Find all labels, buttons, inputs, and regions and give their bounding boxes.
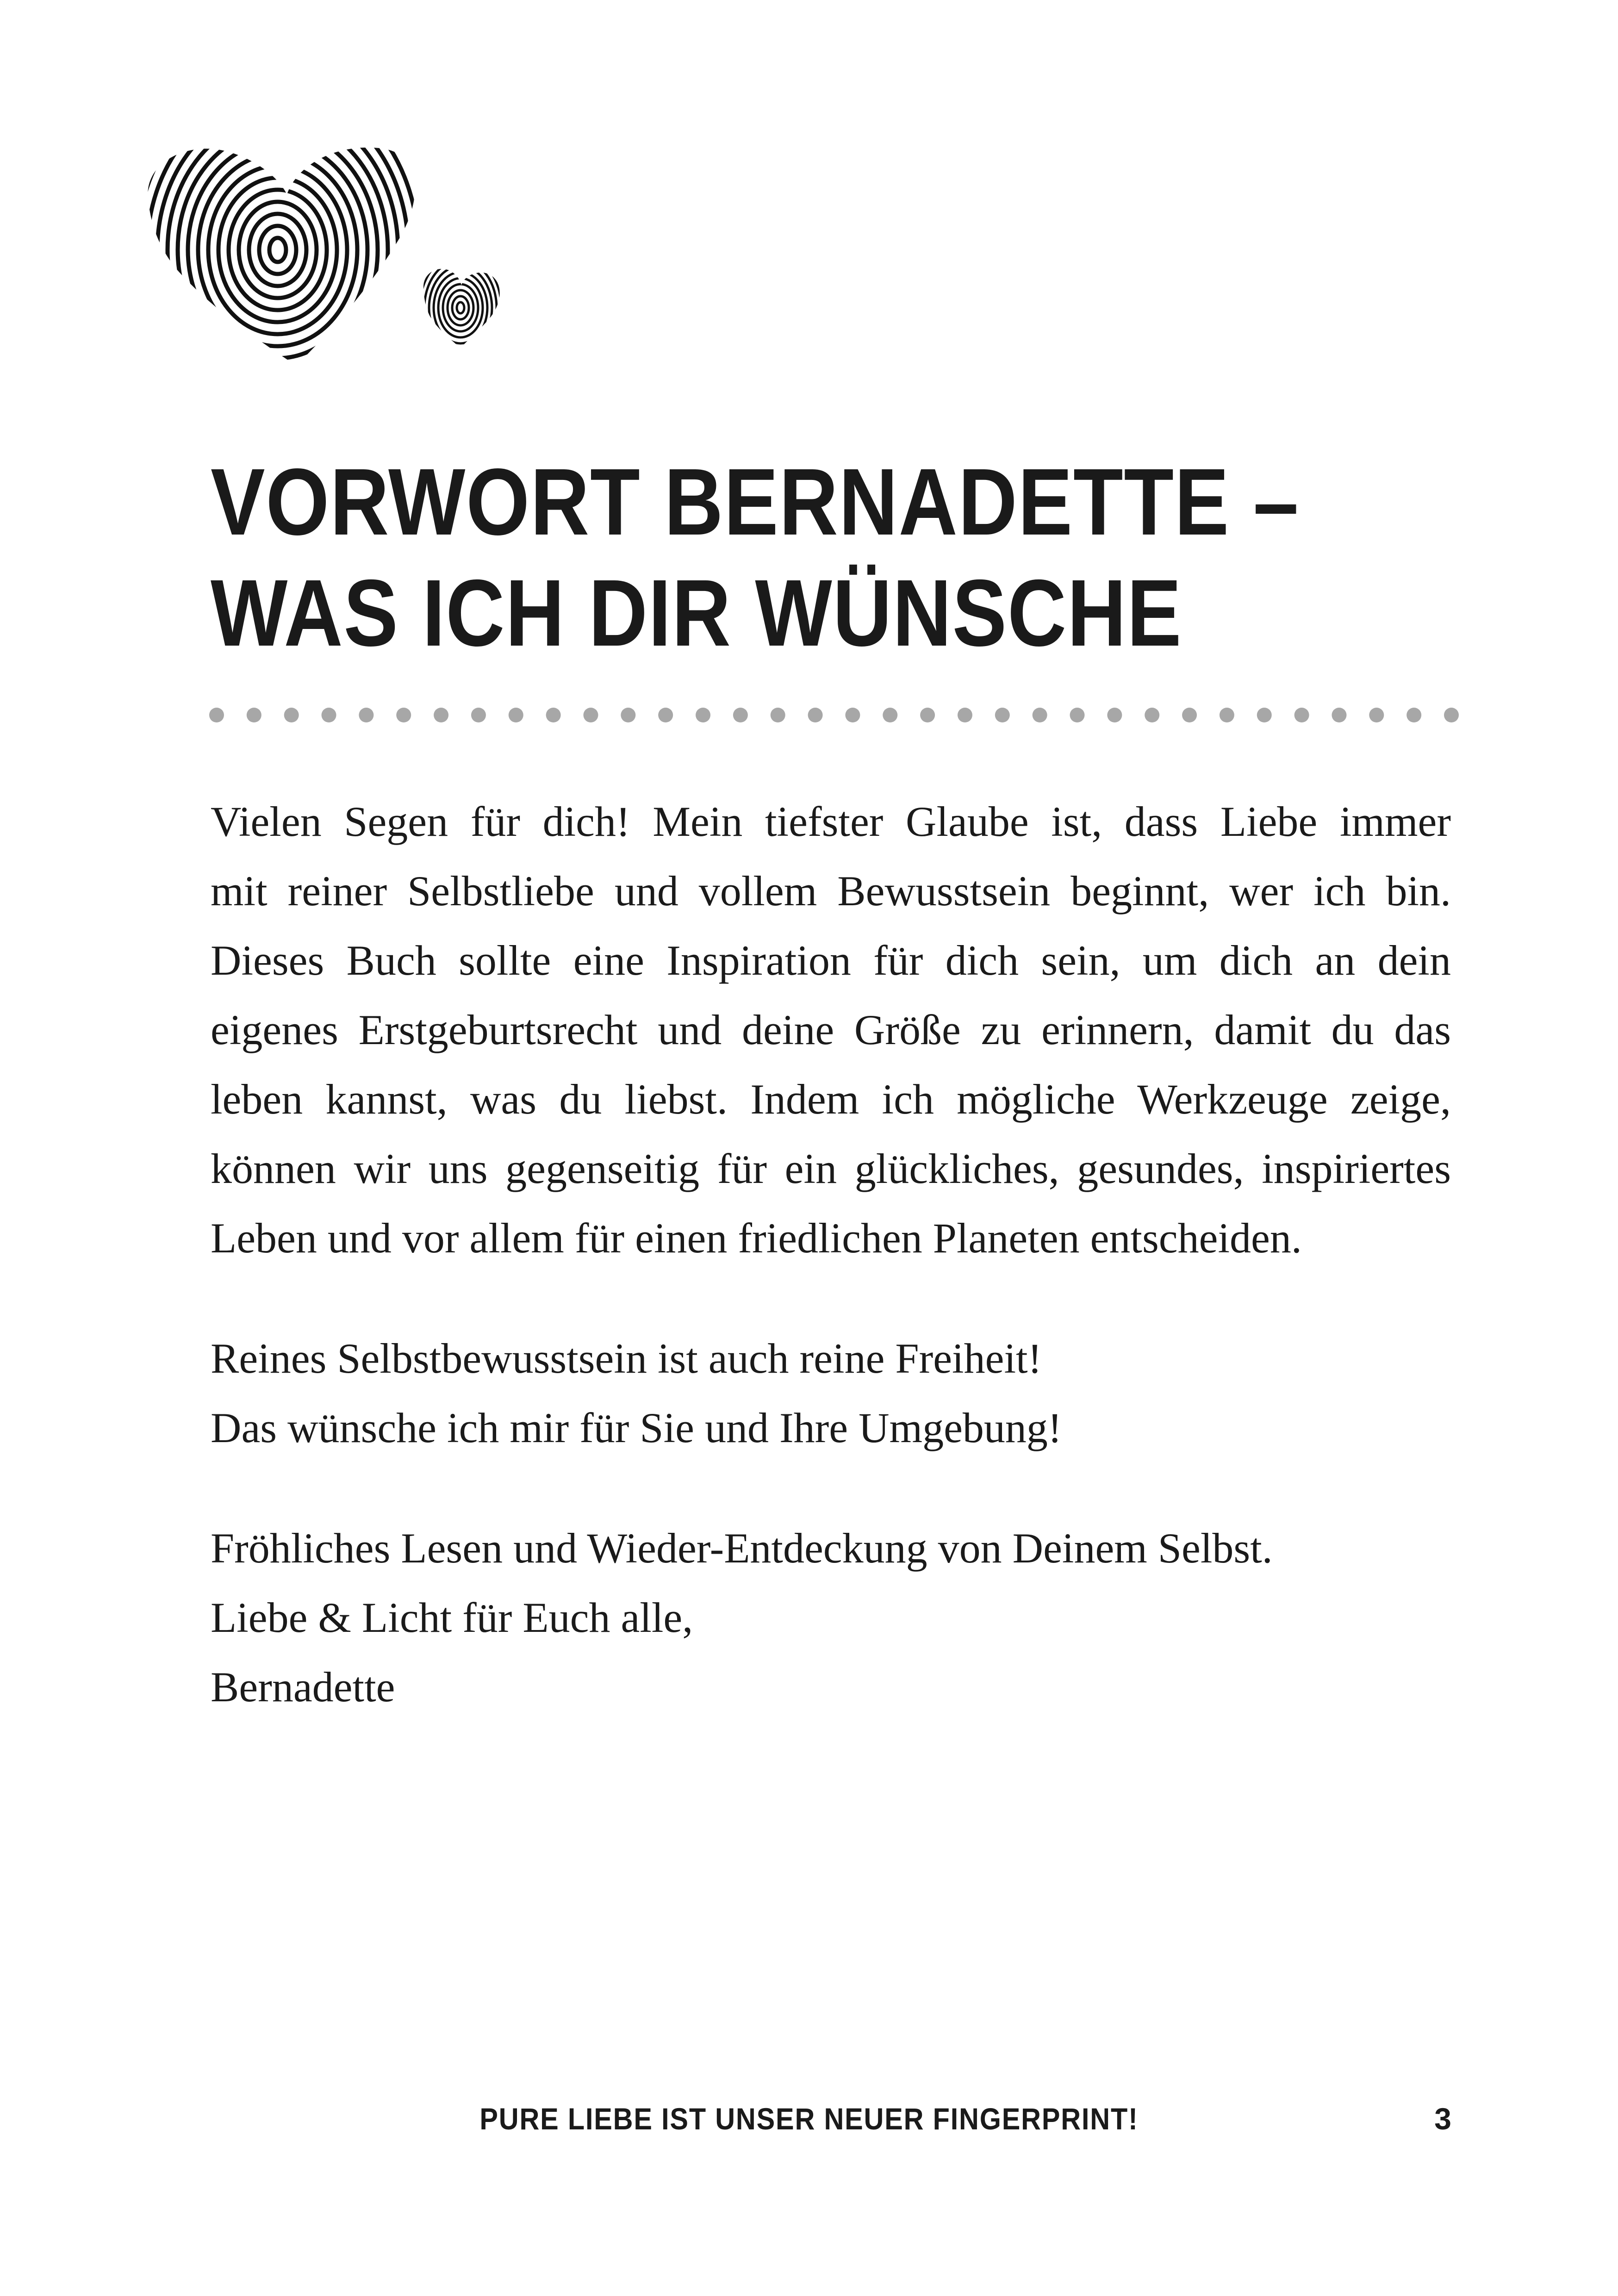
divider-dot [509,708,523,722]
page-number: 3 [1434,2102,1451,2136]
divider-dot [583,708,598,722]
divider-dot [1369,708,1384,722]
dotted-divider [209,701,1459,729]
divider-dot [434,708,448,722]
paragraph-1 [211,787,1451,1273]
divider-dot [995,708,1010,722]
text-line: Fröhliches Lesen und Wieder-Entdeckung von Deinem Selbst. [211,1524,1273,1572]
text-line: Liebe & Licht für Euch alle, [211,1594,693,1641]
fingerprint-hearts-icon [139,134,555,403]
foreword-body [211,787,1451,1722]
chapter-title-line-1: VORWORT BERNADETTE – [211,449,1300,555]
paragraph-2 [211,1324,1451,1462]
text-line: Vielen Segen für dich! Mein tiefster Glaube ist, dass Liebe immer [211,798,1451,845]
divider-dot [1033,708,1047,722]
divider-dot [471,708,486,722]
divider-dot [883,708,897,722]
divider-dot [1070,708,1085,722]
text-line: können wir uns gegenseitig für ein glückliches, gesundes, inspiriertes [211,1145,1451,1192]
chapter-title [211,447,1300,669]
text-line: Das wünsche ich mir für Sie und Ihre Umgebung! [211,1404,1062,1451]
divider-dot [621,708,635,722]
paragraph-3 [211,1513,1451,1722]
divider-dot [1182,708,1197,722]
divider-dot [808,708,823,722]
divider-dot [658,708,673,722]
chapter-title-line-2: WAS ICH DIR WÜNSCHE [211,560,1182,666]
divider-dot [359,708,373,722]
divider-dot [958,708,972,722]
divider-dot [696,708,710,722]
divider-dot [733,708,748,722]
divider-dot [322,708,336,722]
divider-dot [396,708,411,722]
divider-dot [1220,708,1234,722]
text-line: Leben und vor allem für einen friedlichen Planeten entscheiden. [211,1214,1302,1262]
signature-name: Bernadette [211,1663,395,1711]
divider-dot [284,708,299,722]
divider-dot [1406,708,1421,722]
divider-dot [546,708,561,722]
divider-dot [1444,708,1459,722]
divider-dot [771,708,785,722]
divider-dot [1145,708,1159,722]
divider-dot [1294,708,1309,722]
text-line: leben kannst, was du liebst. Indem ich mögliche Werkzeuge zeige, [211,1076,1451,1123]
text-line: Reines Selbstbewusstsein ist auch reine Freiheit! [211,1335,1042,1382]
divider-dot [845,708,860,722]
divider-dot [920,708,935,722]
text-line: eigenes Erstgeburtsrecht und deine Größe zu erinnern, damit du das [211,1006,1451,1053]
divider-dot [1107,708,1122,722]
divider-dot [209,708,224,722]
text-line: Dieses Buch sollte eine Inspiration für dich sein, um dich an dein [211,937,1451,984]
running-footer-title: PURE LIEBE IST UNSER NEUER FINGERPRINT! [479,2102,1139,2136]
divider-dot [247,708,261,722]
divider-dot [1332,708,1346,722]
divider-dot [1257,708,1272,722]
text-line: mit reiner Selbstliebe und vollem Bewusstsein beginnt, wer ich bin. [211,867,1451,915]
